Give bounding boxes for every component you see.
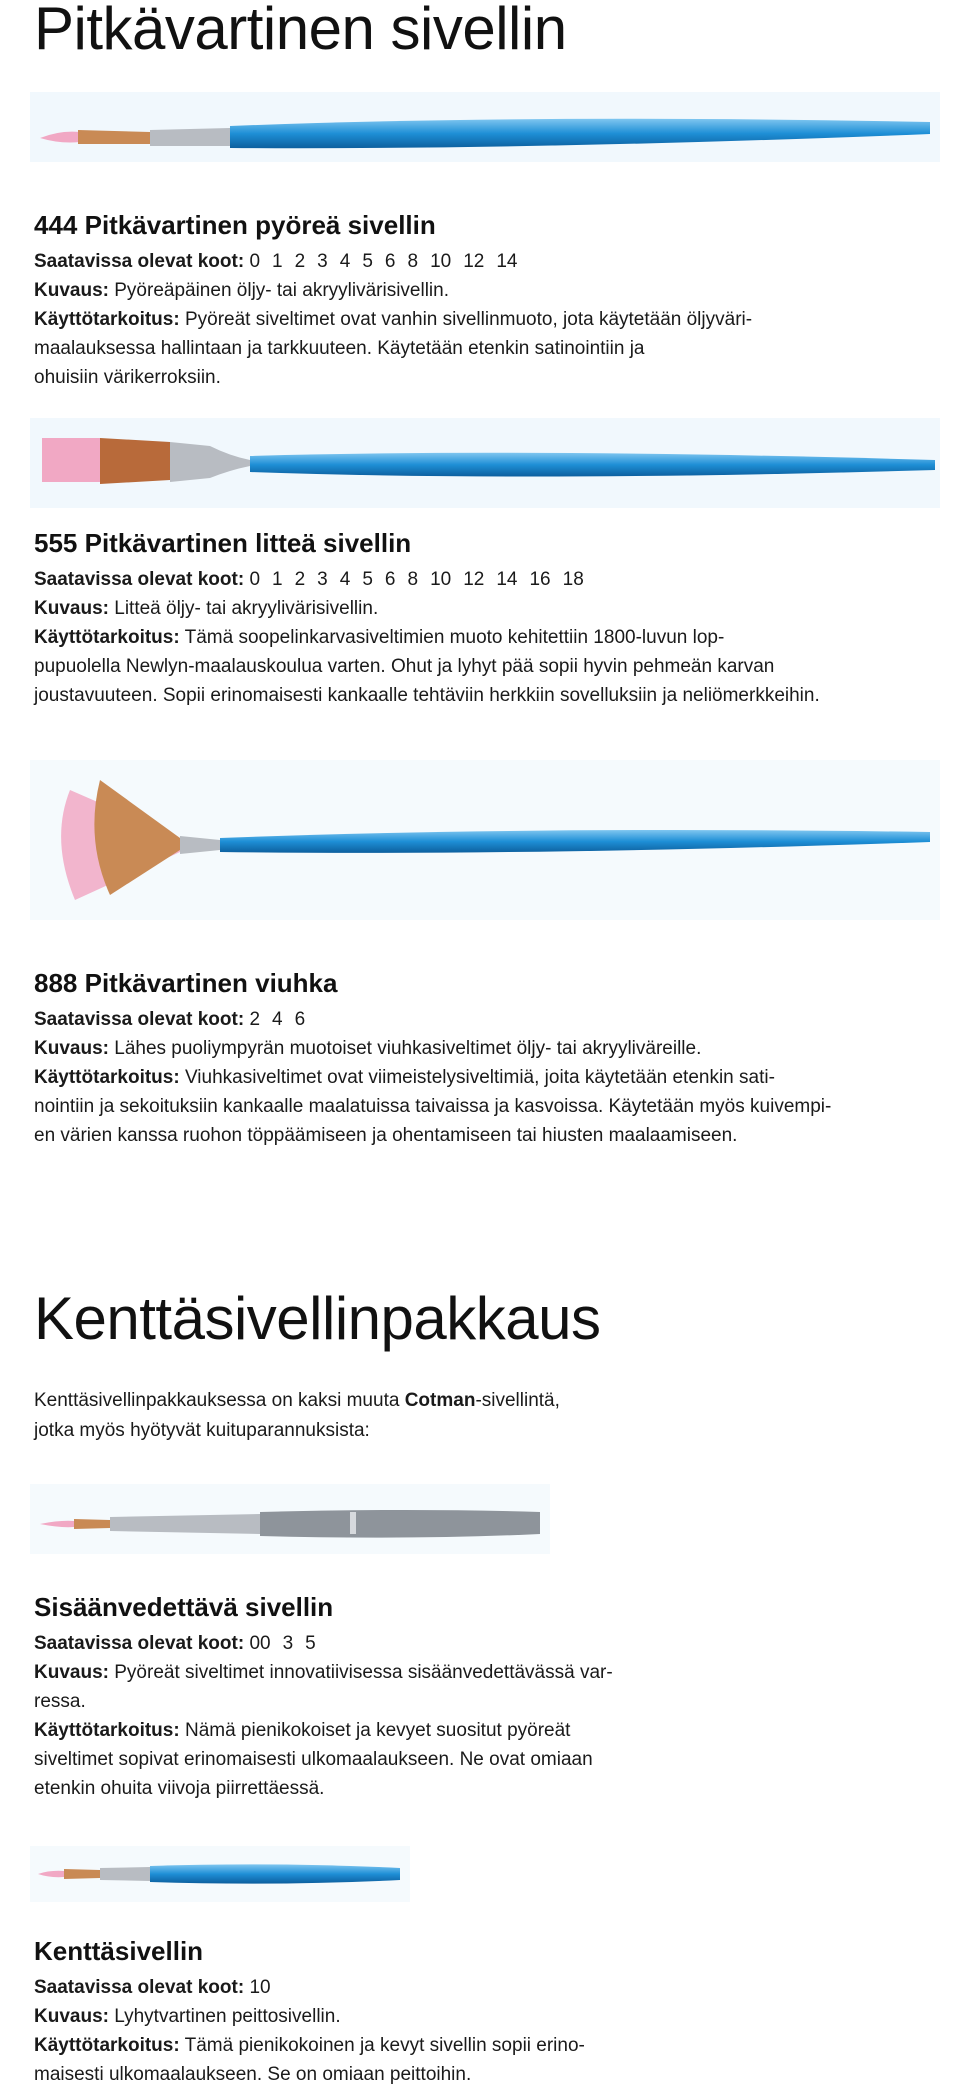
intro-line: jotka myös hyötyvät kuituparannuksista:: [34, 1420, 370, 1441]
description-label: Kuvaus:: [34, 1038, 109, 1059]
sizes-label: Saatavissa olevat koot:: [34, 251, 245, 272]
usage-line: maisesti ulkomaalaukseen. Se on omiaan peittoihin.: [34, 2064, 472, 2085]
description-text: Lähes puoliympyrän muotoiset viuhkasiveltimet öljy- tai akryyliväreille.: [114, 1038, 702, 1059]
fan-brush-image: [30, 760, 940, 920]
description-text: Pyöreäpäinen öljy- tai akryylivärisivellin.: [114, 280, 449, 301]
sizes-line: [34, 1005, 934, 1034]
usage-line: pupuolella Newlyn-maalauskoulua varten. Ohut ja lyhyt pää sopii hyvin pehmeän karvan: [34, 656, 775, 677]
size: 5: [362, 569, 373, 590]
usage-line: joustavuuteen. Sopii erinomaisesti kankaalle tehtäviin herkkiin sovelluksiin ja neliömerkkeihin.: [34, 685, 820, 706]
size: 4: [339, 251, 351, 272]
size: 2: [294, 251, 306, 272]
size: 14: [496, 251, 518, 272]
description-line: [34, 2002, 934, 2031]
description-text: Pyöreät siveltimet innovatiivisessa sisäänvedettävässä var-: [114, 1662, 613, 1683]
size: 16: [529, 569, 551, 590]
size: 14: [496, 569, 518, 590]
size: 4: [339, 569, 351, 590]
sizes-line: [34, 565, 934, 594]
size: 6: [294, 1009, 306, 1030]
brush-section-retractable: [34, 1592, 934, 1803]
description-label: Kuvaus:: [34, 1662, 109, 1683]
usage-line: [34, 2031, 934, 2060]
sizes-values: [249, 1633, 327, 1654]
size: 3: [317, 569, 328, 590]
field-brush-image: [30, 1846, 410, 1902]
size: 6: [384, 251, 396, 272]
description-label: Kuvaus:: [34, 2006, 109, 2027]
usage-text: Viuhkasiveltimet ovat viimeistelysiveltimiä, joita käytetään etenkin sati-: [184, 1067, 775, 1088]
brush-title: Kenttäsivellin: [34, 1936, 204, 1966]
usage-line: siveltimet sopivat erinomaisesti ulkomaalaukseen. Ne ovat omiaan: [34, 1749, 593, 1770]
flat-brush-image: [30, 418, 940, 508]
usage-line: en värien kanssa ruohon töppäämiseen ja ohentamiseen tai hiusten maalaamiseen.: [34, 1125, 738, 1146]
usage-line: ohuisiin värikerroksiin.: [34, 367, 221, 388]
brush-section-field: [34, 1936, 934, 2089]
size: 8: [407, 251, 419, 272]
size: 1: [272, 569, 283, 590]
sizes-line: [34, 1973, 934, 2002]
round-brush-image: [30, 92, 940, 162]
sizes-label: Saatavissa olevat koot:: [34, 569, 245, 590]
usage-text: Pyöreät siveltimet ovat vanhin sivellinmuoto, jota käytetään öljyväri-: [184, 309, 753, 330]
size: 0: [249, 251, 261, 272]
brush-title: 888 Pitkävartinen viuhka: [34, 968, 338, 998]
sizes-label: Saatavissa olevat koot:: [34, 1009, 245, 1030]
intro-text: -sivellintä,: [475, 1390, 560, 1411]
size: 10: [249, 1977, 271, 1998]
field-kit-intro: [34, 1386, 714, 1446]
size: 5: [305, 1633, 316, 1654]
sizes-values: [249, 251, 529, 272]
intro-text: Kenttäsivellinpakkauksessa on kaksi muuta: [34, 1390, 405, 1411]
size: 10: [430, 569, 452, 590]
usage-line: [34, 305, 934, 334]
brush-section-555: [34, 528, 934, 710]
description-line: [34, 594, 934, 623]
description-line: [34, 276, 934, 305]
size: 18: [562, 569, 584, 590]
size: 1: [272, 251, 283, 272]
size: 2: [249, 1009, 261, 1030]
description-label: Kuvaus:: [34, 280, 109, 301]
brush-section-444: [34, 210, 934, 392]
size: 3: [317, 251, 328, 272]
description-line: [34, 1034, 934, 1063]
section-title-field-kit: Kenttäsivellinpakkaus: [34, 1285, 601, 1352]
sizes-values: [249, 1009, 317, 1030]
brush-title: 555 Pitkävartinen litteä sivellin: [34, 528, 412, 558]
size: 12: [463, 251, 485, 272]
size: 2: [294, 569, 306, 590]
sizes-label: Saatavissa olevat koot:: [34, 1977, 245, 1998]
description-line: [34, 1658, 934, 1687]
usage-line: [34, 623, 934, 652]
description-line: ressa.: [34, 1691, 86, 1712]
usage-text: Nämä pienikokoiset ja kevyet suositut pyöreät: [184, 1720, 571, 1741]
sizes-line: [34, 247, 934, 276]
description-text: Litteä öljy- tai akryylivärisivellin.: [114, 598, 379, 619]
usage-line: etenkin ohuita viivoja piirrettäessä.: [34, 1778, 325, 1799]
section-title-long-handle: Pitkävartinen sivellin: [34, 0, 567, 62]
usage-label: Käyttötarkoitus:: [34, 2035, 180, 2056]
brush-section-888: [34, 968, 934, 1150]
usage-line: maalauksessa hallintaan ja tarkkuuteen. Käytetään etenkin satinointiin ja: [34, 338, 645, 359]
usage-line: [34, 1063, 934, 1092]
usage-line: [34, 1716, 934, 1745]
description-label: Kuvaus:: [34, 598, 109, 619]
sizes-label: Saatavissa olevat koot:: [34, 1633, 245, 1654]
size: 5: [362, 251, 373, 272]
size: 00: [249, 1633, 271, 1654]
size: 0: [249, 569, 261, 590]
usage-text: Tämä pienikokoinen ja kevyt sivellin sopii erino-: [184, 2035, 585, 2056]
sizes-values: [249, 1977, 282, 1998]
description-text: Lyhytvartinen peittosivellin.: [114, 2006, 341, 2027]
sizes-values: [249, 569, 595, 590]
retractable-brush-image: [30, 1484, 550, 1554]
size: 8: [407, 569, 419, 590]
brand-name: Cotman: [404, 1390, 476, 1411]
size: 6: [384, 569, 396, 590]
size: 12: [463, 569, 485, 590]
brush-title: 444 Pitkävartinen pyöreä sivellin: [34, 210, 436, 240]
sizes-line: [34, 1629, 934, 1658]
brush-title: Sisäänvedettävä sivellin: [34, 1592, 334, 1622]
usage-label: Käyttötarkoitus:: [34, 627, 180, 648]
usage-text: Tämä soopelinkarvasiveltimien muoto kehitettiin 1800-luvun lop-: [184, 627, 725, 648]
intro-line: [34, 1386, 714, 1416]
usage-label: Käyttötarkoitus:: [34, 309, 180, 330]
usage-line: nointiin ja sekoituksiin kankaalle maalatuissa taivaissa ja kasvoissa. Käytetään myös kuivempi-: [34, 1096, 832, 1117]
usage-label: Käyttötarkoitus:: [34, 1720, 180, 1741]
usage-label: Käyttötarkoitus:: [34, 1067, 180, 1088]
size: 10: [430, 251, 452, 272]
size: 3: [282, 1633, 294, 1654]
size: 4: [272, 1009, 283, 1030]
